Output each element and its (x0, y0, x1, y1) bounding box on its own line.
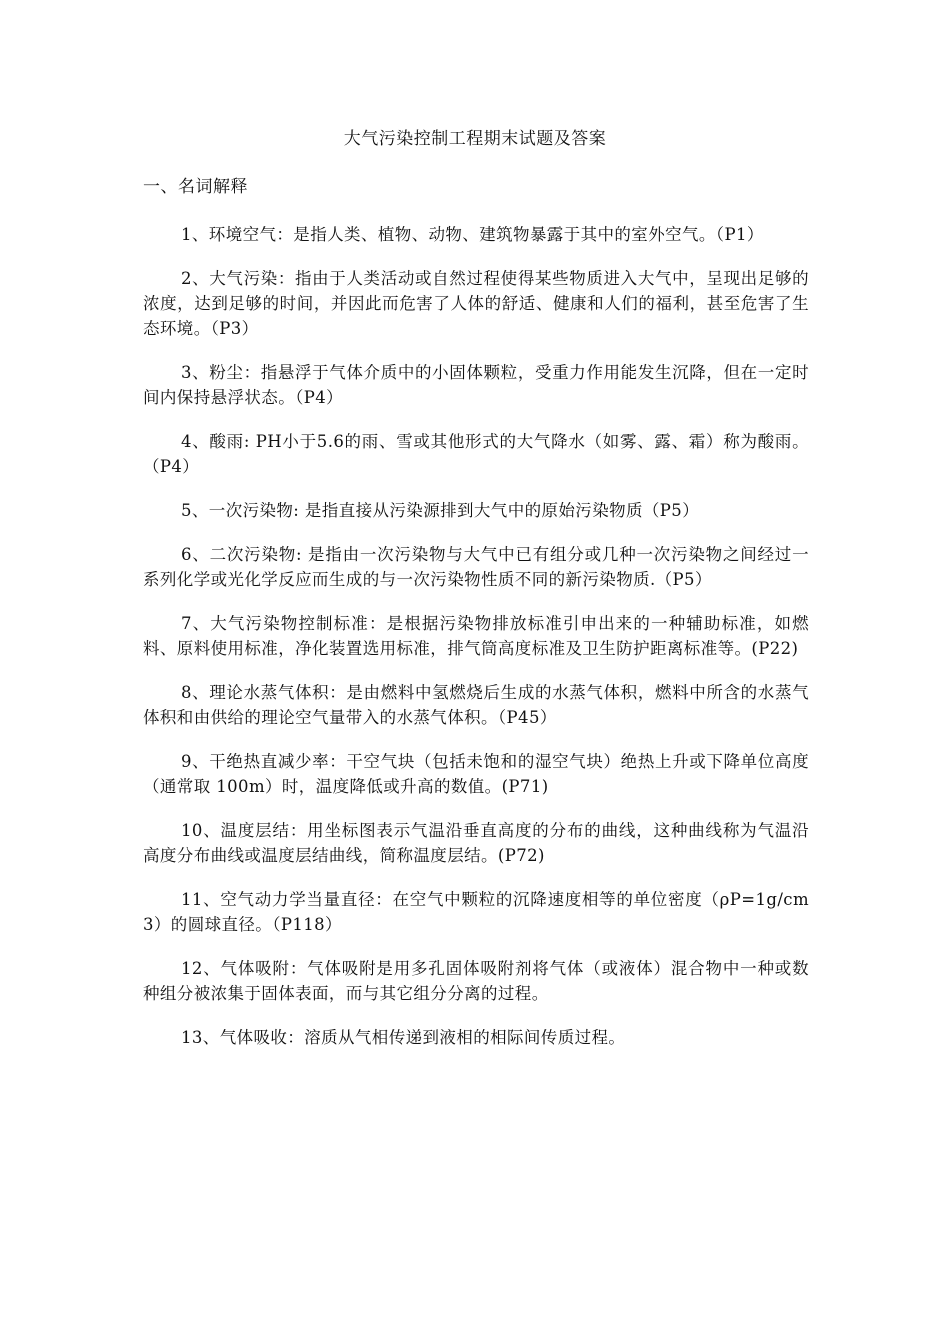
definition-list (143, 222, 809, 1069)
definition-entry-4: 4、酸雨: PH小于5.6的雨、雪或其他形式的大气降水（如雾、露、霜）称为酸雨。（P4） (143, 432, 809, 476)
definition-entry-1: 1、环境空气：是指人类、植物、动物、建筑物暴露于其中的室外空气。（P1） (181, 225, 764, 244)
definition-entry-2: 2、大气污染：指由于人类活动或自然过程使得某些物质进入大气中，呈现出足够的浓度，达到足够的时间，并因此而危害了人体的舒适、健康和人们的福利，甚至危害了生态环境。（P3） (143, 269, 809, 338)
definition-entry-6: 6、二次污染物: 是指由一次污染物与大气中已有组分或几种一次污染物之间经过一系列化学或光化学反应而生成的与一次污染物性质不同的新污染物质.（P5） (143, 545, 809, 589)
definition-entry-12: 12、气体吸附：气体吸附是用多孔固体吸附剂将气体（或液体）混合物中一种或数种组分被浓集于固体表面，而与其它组分分离的过程。 (143, 959, 809, 1003)
definition-entry-13: 13、气体吸收：溶质从气相传递到液相的相际间传质过程。 (181, 1028, 626, 1047)
definition-entry-9: 9、干绝热直减少率：干空气块（包括未饱和的湿空气块）绝热上升或下降单位高度（通常取 100m）时，温度降低或升高的数值。(P71) (143, 752, 809, 796)
definition-entry-11: 11、空气动力学当量直径：在空气中颗粒的沉降速度相等的单位密度（ρP=1g/cm3）的圆球直径。（P118） (143, 890, 809, 934)
section-heading: 一、名词解释 (143, 177, 248, 197)
definition-entry-8: 8、理论水蒸气体积：是由燃料中氢燃烧后生成的水蒸气体积，燃料中所含的水蒸气体积和由供给的理论空气量带入的水蒸气体积。（P45） (143, 683, 809, 727)
definition-entry-3: 3、粉尘：指悬浮于气体介质中的小固体颗粒，受重力作用能发生沉降，但在一定时间内保持悬浮状态。（P4） (143, 363, 809, 407)
document-title: 大气污染控制工程期末试题及答案 (343, 129, 607, 149)
definition-entry-10: 10、温度层结：用坐标图表示气温沿垂直高度的分布的曲线，这种曲线称为气温沿高度分布曲线或温度层结曲线，简称温度层结。(P72) (143, 821, 809, 865)
definition-entry-7: 7、大气污染物控制标准：是根据污染物排放标准引申出来的一种辅助标准，如燃料、原料使用标准，净化装置选用标准，排气筒高度标准及卫生防护距离标准等。(P22) (143, 614, 809, 658)
definition-entry-5: 5、一次污染物: 是指直接从污染源排到大气中的原始污染物质（P5） (181, 501, 700, 520)
